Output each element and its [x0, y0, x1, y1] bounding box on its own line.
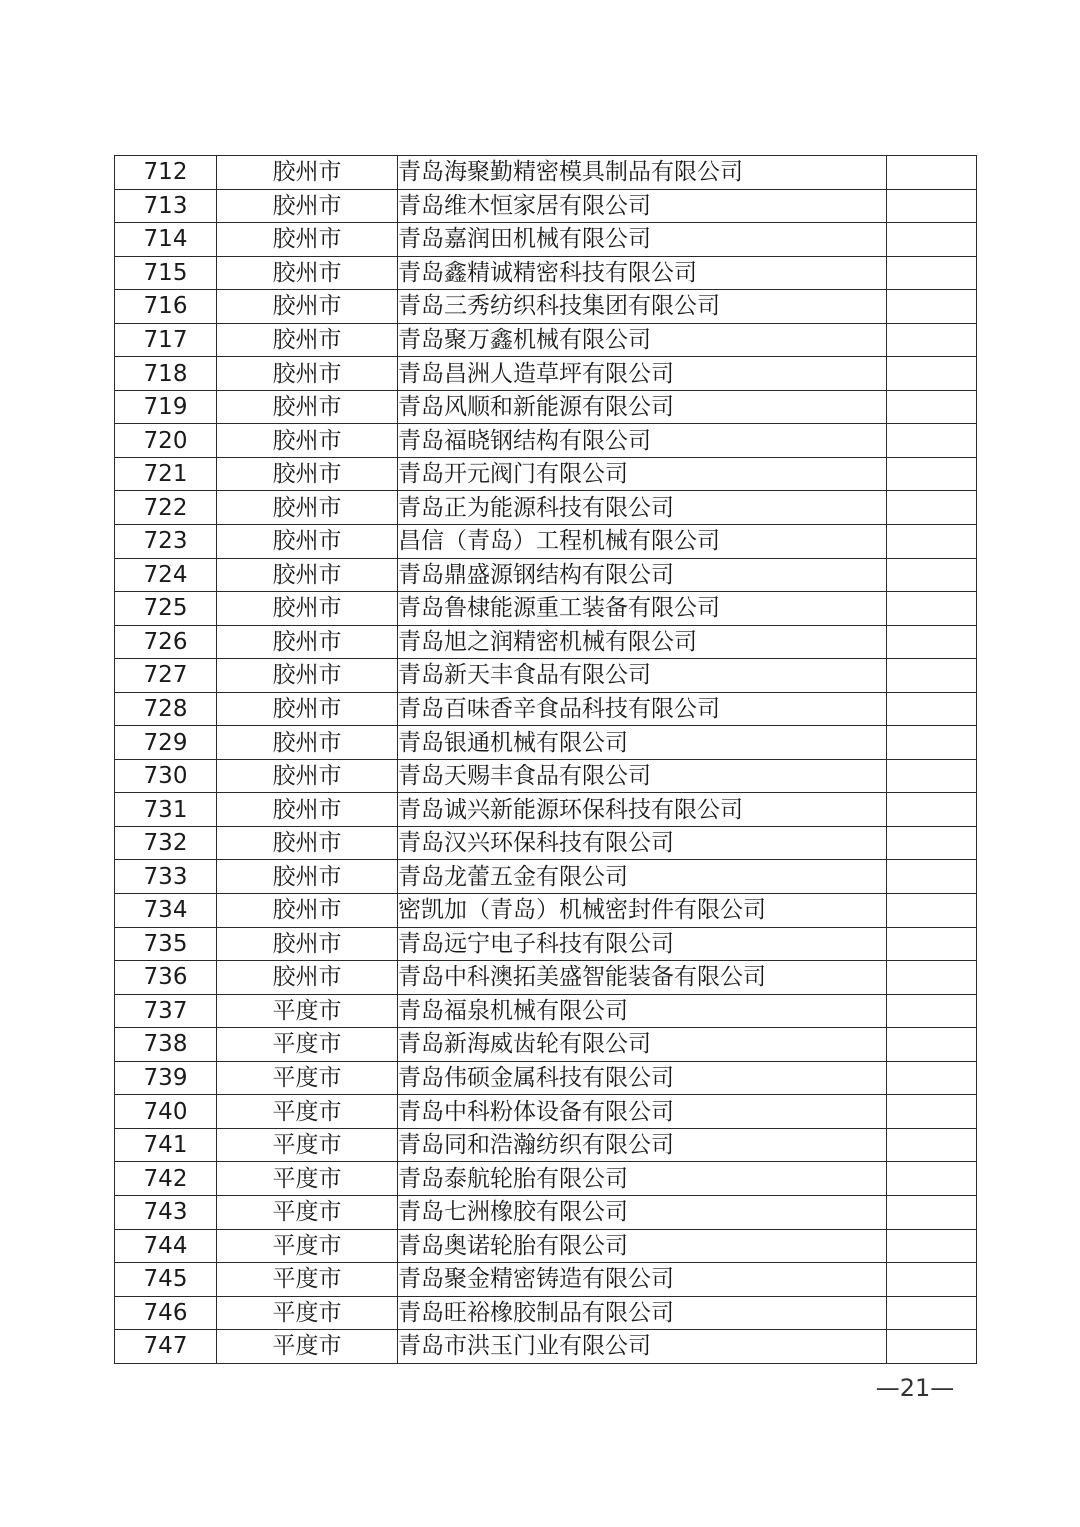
- table-row: [115, 390, 977, 424]
- table-row: [115, 659, 977, 693]
- row-number-cell: 740: [115, 1095, 217, 1129]
- company-name-cell: 青岛开元阀门有限公司: [398, 457, 887, 491]
- city-cell: 胶州市: [217, 457, 398, 491]
- row-number-cell: 731: [115, 793, 217, 827]
- row-number-cell: 726: [115, 625, 217, 659]
- note-cell: [887, 994, 977, 1028]
- city-cell: 胶州市: [217, 625, 398, 659]
- row-number-cell: 716: [115, 290, 217, 324]
- row-number-cell: 745: [115, 1263, 217, 1297]
- company-name-cell: 青岛中科澳拓美盛智能装备有限公司: [398, 961, 887, 995]
- table-row: [115, 323, 977, 357]
- note-cell: [887, 1028, 977, 1062]
- city-cell: 胶州市: [217, 424, 398, 458]
- table-row: [115, 793, 977, 827]
- city-cell: 胶州市: [217, 894, 398, 928]
- company-name-cell: 青岛聚万鑫机械有限公司: [398, 323, 887, 357]
- note-cell: [887, 1263, 977, 1297]
- city-cell: 平度市: [217, 1061, 398, 1095]
- city-cell: 平度市: [217, 1128, 398, 1162]
- table-row: [115, 994, 977, 1028]
- note-cell: [887, 961, 977, 995]
- company-name-cell: 青岛嘉润田机械有限公司: [398, 223, 887, 257]
- city-cell: 平度市: [217, 1028, 398, 1062]
- company-name-cell: 青岛伟硕金属科技有限公司: [398, 1061, 887, 1095]
- company-name-cell: 密凯加（青岛）机械密封件有限公司: [398, 894, 887, 928]
- note-cell: [887, 491, 977, 525]
- company-name-cell: 青岛维木恒家居有限公司: [398, 189, 887, 223]
- city-cell: 胶州市: [217, 860, 398, 894]
- row-number-cell: 715: [115, 256, 217, 290]
- note-cell: [887, 323, 977, 357]
- city-cell: 胶州市: [217, 491, 398, 525]
- note-cell: [887, 826, 977, 860]
- company-name-cell: 青岛鑫精诚精密科技有限公司: [398, 256, 887, 290]
- row-number-cell: 746: [115, 1296, 217, 1330]
- row-number-cell: 743: [115, 1195, 217, 1229]
- company-name-cell: 青岛旭之润精密机械有限公司: [398, 625, 887, 659]
- table-row: [115, 1162, 977, 1196]
- note-cell: [887, 625, 977, 659]
- note-cell: [887, 223, 977, 257]
- city-cell: 胶州市: [217, 592, 398, 626]
- company-name-cell: 青岛银通机械有限公司: [398, 726, 887, 760]
- city-cell: 平度市: [217, 1263, 398, 1297]
- row-number-cell: 729: [115, 726, 217, 760]
- city-cell: 胶州市: [217, 323, 398, 357]
- city-cell: 胶州市: [217, 156, 398, 190]
- note-cell: [887, 927, 977, 961]
- table-row: [115, 223, 977, 257]
- row-number-cell: 733: [115, 860, 217, 894]
- company-name-cell: 青岛泰航轮胎有限公司: [398, 1162, 887, 1196]
- table-row: [115, 592, 977, 626]
- company-name-cell: 青岛新天丰食品有限公司: [398, 659, 887, 693]
- row-number-cell: 735: [115, 927, 217, 961]
- company-name-cell: 青岛聚金精密铸造有限公司: [398, 1263, 887, 1297]
- row-number-cell: 747: [115, 1330, 217, 1364]
- note-cell: [887, 357, 977, 391]
- city-cell: 胶州市: [217, 256, 398, 290]
- note-cell: [887, 256, 977, 290]
- note-cell: [887, 1128, 977, 1162]
- note-cell: [887, 1330, 977, 1364]
- city-cell: 胶州市: [217, 525, 398, 559]
- table-row: [115, 961, 977, 995]
- row-number-cell: 730: [115, 759, 217, 793]
- note-cell: [887, 1296, 977, 1330]
- table-row: [115, 424, 977, 458]
- city-cell: 胶州市: [217, 189, 398, 223]
- table-row: [115, 189, 977, 223]
- note-cell: [887, 726, 977, 760]
- note-cell: [887, 558, 977, 592]
- note-cell: [887, 1162, 977, 1196]
- note-cell: [887, 457, 977, 491]
- row-number-cell: 725: [115, 592, 217, 626]
- city-cell: 胶州市: [217, 961, 398, 995]
- note-cell: [887, 1195, 977, 1229]
- company-name-cell: 青岛三秀纺织科技集团有限公司: [398, 290, 887, 324]
- row-number-cell: 732: [115, 826, 217, 860]
- company-name-cell: 昌信（青岛）工程机械有限公司: [398, 525, 887, 559]
- row-number-cell: 720: [115, 424, 217, 458]
- company-name-cell: 青岛中科粉体设备有限公司: [398, 1095, 887, 1129]
- note-cell: [887, 759, 977, 793]
- city-cell: 胶州市: [217, 692, 398, 726]
- company-name-cell: 青岛鼎盛源钢结构有限公司: [398, 558, 887, 592]
- note-cell: [887, 894, 977, 928]
- table-row: [115, 1229, 977, 1263]
- row-number-cell: 718: [115, 357, 217, 391]
- row-number-cell: 723: [115, 525, 217, 559]
- company-name-cell: 青岛汉兴环保科技有限公司: [398, 826, 887, 860]
- note-cell: [887, 592, 977, 626]
- table-row: [115, 290, 977, 324]
- city-cell: 平度市: [217, 1296, 398, 1330]
- company-name-cell: 青岛海聚勤精密模具制品有限公司: [398, 156, 887, 190]
- company-name-cell: 青岛福泉机械有限公司: [398, 994, 887, 1028]
- table-row: [115, 1263, 977, 1297]
- note-cell: [887, 1061, 977, 1095]
- table-row: [115, 692, 977, 726]
- table-row: [115, 1330, 977, 1364]
- row-number-cell: 738: [115, 1028, 217, 1062]
- row-number-cell: 719: [115, 390, 217, 424]
- note-cell: [887, 659, 977, 693]
- note-cell: [887, 860, 977, 894]
- company-name-cell: 青岛福晓钢结构有限公司: [398, 424, 887, 458]
- table-row: [115, 826, 977, 860]
- row-number-cell: 734: [115, 894, 217, 928]
- city-cell: 胶州市: [217, 826, 398, 860]
- company-name-cell: 青岛诚兴新能源环保科技有限公司: [398, 793, 887, 827]
- city-cell: 胶州市: [217, 223, 398, 257]
- note-cell: [887, 692, 977, 726]
- table-row: [115, 1095, 977, 1129]
- note-cell: [887, 525, 977, 559]
- company-list-table: [114, 155, 977, 1364]
- table-row: [115, 156, 977, 190]
- company-name-cell: 青岛鲁棣能源重工装备有限公司: [398, 592, 887, 626]
- company-name-cell: 青岛市洪玉门业有限公司: [398, 1330, 887, 1364]
- city-cell: 平度市: [217, 1330, 398, 1364]
- table-row: [115, 927, 977, 961]
- company-name-cell: 青岛七洲橡胶有限公司: [398, 1195, 887, 1229]
- company-name-cell: 青岛同和浩瀚纺织有限公司: [398, 1128, 887, 1162]
- note-cell: [887, 290, 977, 324]
- city-cell: 胶州市: [217, 659, 398, 693]
- table-row: [115, 357, 977, 391]
- row-number-cell: 714: [115, 223, 217, 257]
- note-cell: [887, 189, 977, 223]
- table-row: [115, 625, 977, 659]
- row-number-cell: 742: [115, 1162, 217, 1196]
- city-cell: 胶州市: [217, 558, 398, 592]
- city-cell: 平度市: [217, 1095, 398, 1129]
- city-cell: 胶州市: [217, 290, 398, 324]
- company-list-body: [115, 156, 977, 1364]
- note-cell: [887, 390, 977, 424]
- row-number-cell: 717: [115, 323, 217, 357]
- company-name-cell: 青岛正为能源科技有限公司: [398, 491, 887, 525]
- city-cell: 胶州市: [217, 357, 398, 391]
- city-cell: 胶州市: [217, 726, 398, 760]
- company-name-cell: 青岛奥诺轮胎有限公司: [398, 1229, 887, 1263]
- note-cell: [887, 424, 977, 458]
- table-row: [115, 525, 977, 559]
- city-cell: 平度市: [217, 994, 398, 1028]
- company-name-cell: 青岛百味香辛食品科技有限公司: [398, 692, 887, 726]
- city-cell: 胶州市: [217, 793, 398, 827]
- company-name-cell: 青岛昌洲人造草坪有限公司: [398, 357, 887, 391]
- note-cell: [887, 1229, 977, 1263]
- row-number-cell: 724: [115, 558, 217, 592]
- row-number-cell: 736: [115, 961, 217, 995]
- table-row: [115, 759, 977, 793]
- row-number-cell: 739: [115, 1061, 217, 1095]
- table-row: [115, 726, 977, 760]
- city-cell: 平度市: [217, 1195, 398, 1229]
- row-number-cell: 722: [115, 491, 217, 525]
- table-row: [115, 1128, 977, 1162]
- table-row: [115, 256, 977, 290]
- table-row: [115, 1028, 977, 1062]
- city-cell: 平度市: [217, 1229, 398, 1263]
- row-number-cell: 741: [115, 1128, 217, 1162]
- table-row: [115, 558, 977, 592]
- row-number-cell: 721: [115, 457, 217, 491]
- company-name-cell: 青岛旺裕橡胶制品有限公司: [398, 1296, 887, 1330]
- table-row: [115, 1296, 977, 1330]
- table-row: [115, 1061, 977, 1095]
- row-number-cell: 744: [115, 1229, 217, 1263]
- note-cell: [887, 1095, 977, 1129]
- table-row: [115, 1195, 977, 1229]
- city-cell: 胶州市: [217, 390, 398, 424]
- row-number-cell: 712: [115, 156, 217, 190]
- note-cell: [887, 793, 977, 827]
- city-cell: 平度市: [217, 1162, 398, 1196]
- company-name-cell: 青岛新海威齿轮有限公司: [398, 1028, 887, 1062]
- table-row: [115, 457, 977, 491]
- row-number-cell: 713: [115, 189, 217, 223]
- table-row: [115, 860, 977, 894]
- note-cell: [887, 156, 977, 190]
- company-name-cell: 青岛远宁电子科技有限公司: [398, 927, 887, 961]
- company-name-cell: 青岛龙蕾五金有限公司: [398, 860, 887, 894]
- company-name-cell: 青岛天赐丰食品有限公司: [398, 759, 887, 793]
- city-cell: 胶州市: [217, 927, 398, 961]
- page-number: —21—: [875, 1374, 955, 1402]
- city-cell: 胶州市: [217, 759, 398, 793]
- table-row: [115, 894, 977, 928]
- company-name-cell: 青岛风顺和新能源有限公司: [398, 390, 887, 424]
- row-number-cell: 728: [115, 692, 217, 726]
- table-row: [115, 491, 977, 525]
- row-number-cell: 727: [115, 659, 217, 693]
- row-number-cell: 737: [115, 994, 217, 1028]
